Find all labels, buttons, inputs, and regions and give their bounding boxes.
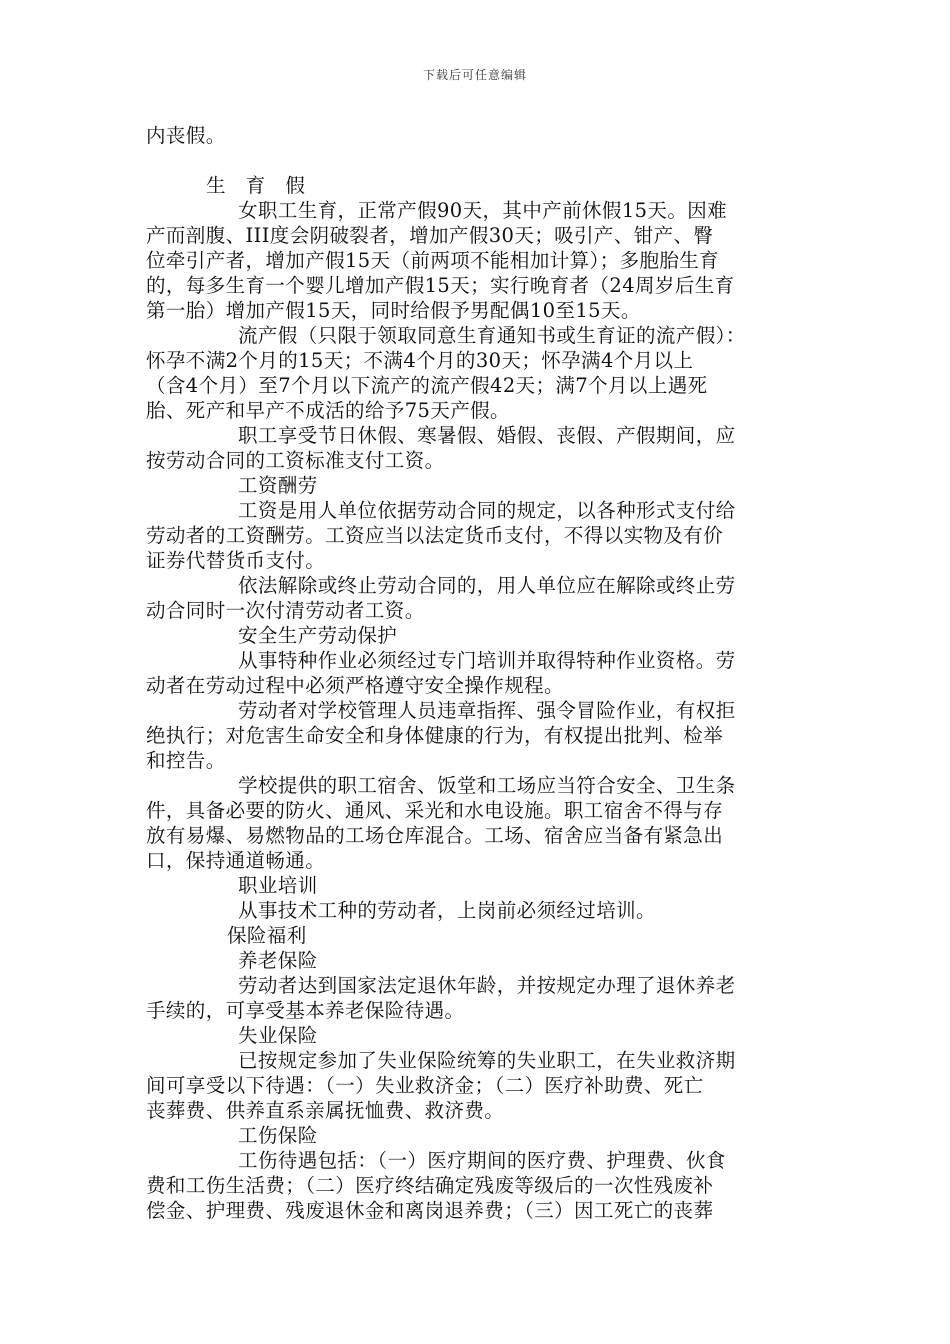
- text-line: 流产假（只限于领取同意生育通知书或生育证的流产假）：: [238, 324, 746, 347]
- text-line: 从事特种作业必须经过专门培训并取得特种作业资格。劳: [238, 649, 736, 672]
- text-line: 动者在劳动过程中必须严格遵守安全操作规程。: [146, 674, 564, 697]
- text-line: 职工享受节日休假、寒暑假、婚假、丧假、产假期间，应: [238, 424, 736, 447]
- document-body: [146, 123, 818, 1223]
- text-line: 从事技术工种的劳动者，上岗前必须经过培训。: [238, 899, 656, 922]
- text-line: 第一胎）增加产假15天，同时给假予男配偶10至15天。: [146, 299, 641, 322]
- text-line: 生 育 假: [206, 174, 312, 197]
- text-line: 位牵引产者，增加产假15天（前两项不能相加计算）；多胞胎生育: [146, 249, 720, 272]
- text-line: 内丧假。: [146, 124, 226, 147]
- text-line: 产而剖腹、III度会阴破裂者，增加产假30天；吸引产、钳产、臀: [146, 224, 714, 247]
- text-line: 按劳动合同的工资标准支付工资。: [146, 449, 445, 472]
- text-line: 胎、死产和早产不成活的给予75天产假。: [146, 399, 510, 422]
- text-line: 间可享受以下待遇：（一）失业救济金；（二）医疗补助费、死亡: [146, 1074, 704, 1097]
- text-line: 保险福利: [227, 924, 307, 947]
- text-line: 和控告。: [146, 749, 226, 772]
- text-line: 工伤保险: [238, 1124, 318, 1147]
- text-line: 安全生产劳动保护: [238, 624, 398, 647]
- text-line: 手续的，可享受基本养老保险待遇。: [146, 999, 465, 1022]
- text-line: 放有易爆、易燃物品的工场仓库混合。工场、宿舍应当备有紧急出: [146, 824, 724, 847]
- text-line: 已按规定参加了失业保险统筹的失业职工，在失业救济期: [238, 1049, 736, 1072]
- text-line: 动合同时一次付清劳动者工资。: [146, 599, 425, 622]
- text-line: 工伤待遇包括：（一）医疗期间的医疗费、护理费、伙食: [238, 1149, 726, 1172]
- text-line: 件，具备必要的防火、通风、采光和水电设施。职工宿舍不得与存: [146, 799, 724, 822]
- text-line: 劳动者的工资酬劳。工资应当以法定货币支付，不得以实物及有价: [146, 524, 724, 547]
- text-line: 丧葬费、供养直系亲属抚恤费、救济费。: [146, 1099, 505, 1122]
- text-line: 证券代替货币支付。: [146, 549, 326, 572]
- text-line: 绝执行；对危害生命安全和身体健康的行为，有权提出批判、检举: [146, 724, 724, 747]
- text-line: 怀孕不满2个月的15天；不满4个月的30天；怀孕满4个月以上: [146, 349, 694, 372]
- text-line: 女职工生育，正常产假90天，其中产前休假15天。因难: [238, 199, 728, 222]
- text-line: 偿金、护理费、残废退休金和离岗退养费；（三）因工死亡的丧葬: [146, 1199, 714, 1222]
- text-line: 失业保险: [238, 1024, 318, 1047]
- text-line: 口，保持通道畅通。: [146, 849, 326, 872]
- text-line: 养老保险: [238, 949, 318, 972]
- text-line: 费和工伤生活费；（二）医疗终结确定残废等级后的一次性残废补: [146, 1174, 714, 1197]
- blank-line: [146, 148, 818, 173]
- page-header: 下载后可任意编辑: [422, 68, 527, 82]
- text-line: 劳动者达到国家法定退休年龄，并按规定办理了退休养老: [238, 974, 736, 997]
- text-line: 职业培训: [238, 874, 318, 897]
- text-line: 劳动者对学校管理人员违章指挥、强令冒险作业，有权拒: [238, 699, 736, 722]
- text-line: （含4个月）至7个月以下流产的流产假42天；满7个月以上遇死: [146, 374, 708, 397]
- text-line: 学校提供的职工宿舍、饭堂和工场应当符合安全、卫生条: [238, 774, 736, 797]
- text-line: 的，每多生育一个婴儿增加产假15天；实行晚育者（24周岁后生育: [146, 274, 735, 297]
- text-line: 工资是用人单位依据劳动合同的规定，以各种形式支付给: [238, 499, 736, 522]
- text-line: 依法解除或终止劳动合同的，用人单位应在解除或终止劳: [238, 574, 736, 597]
- text-line: 工资酬劳: [238, 474, 318, 497]
